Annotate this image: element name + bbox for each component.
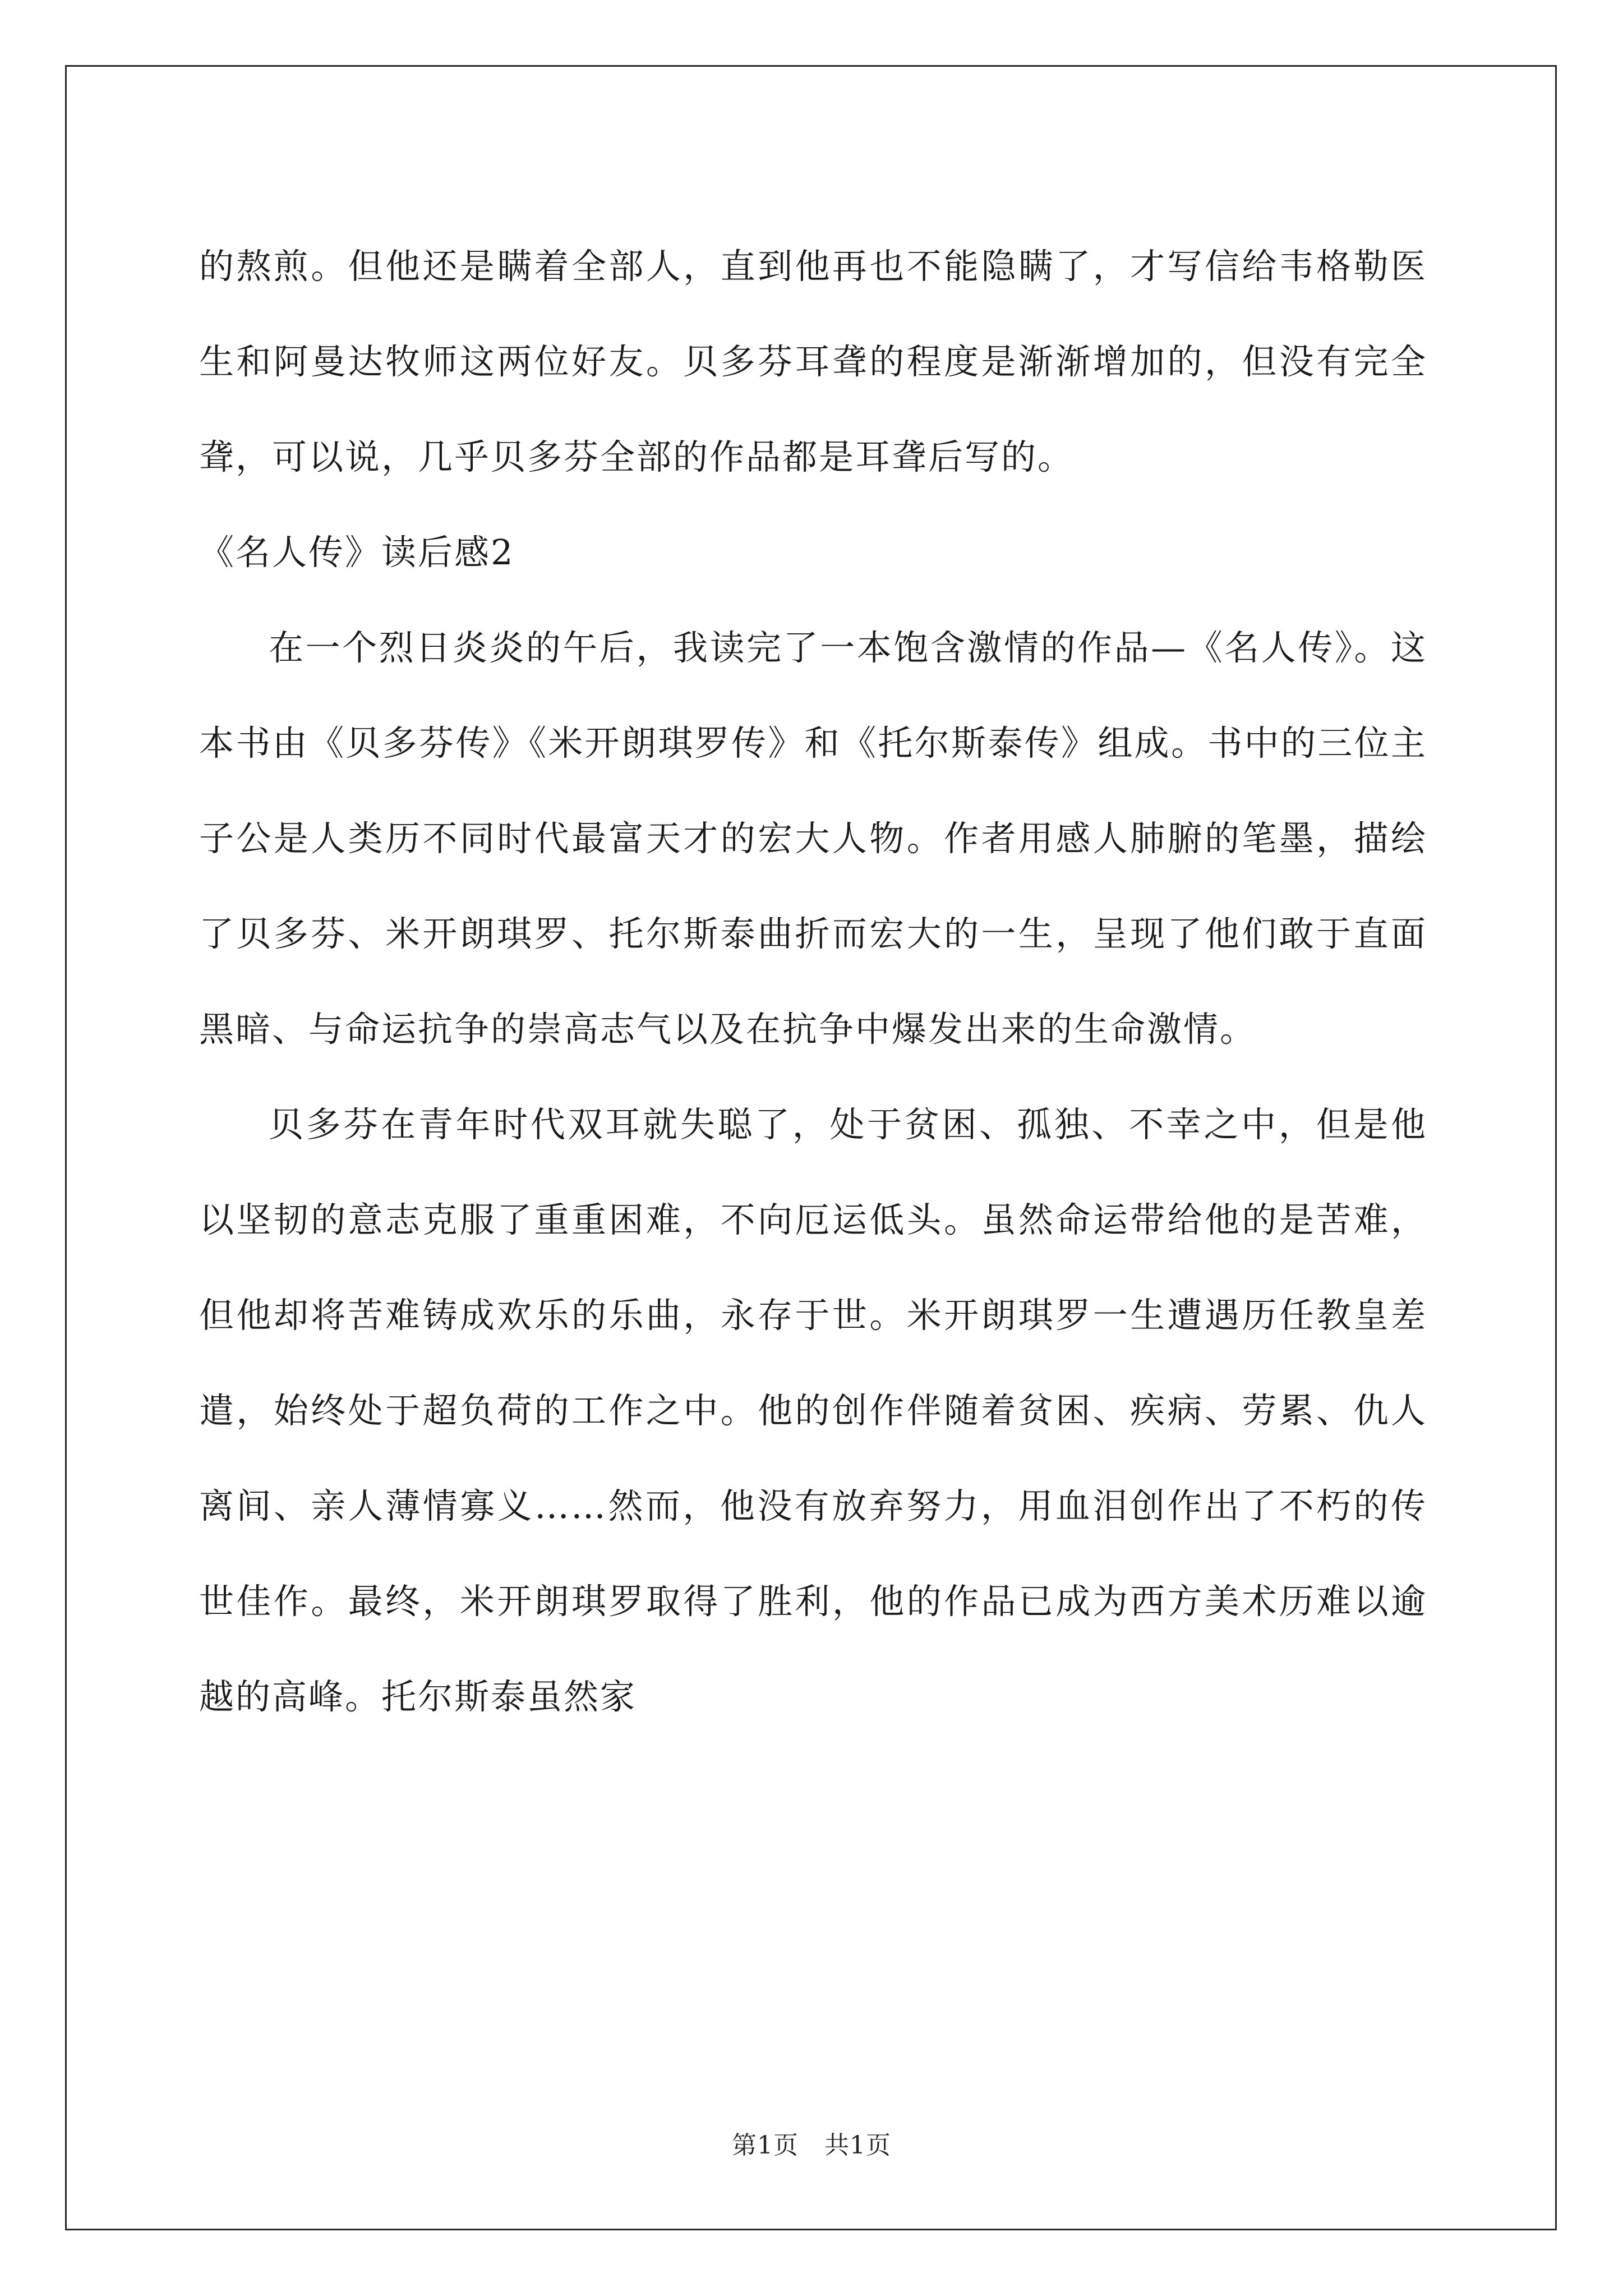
page-number-current: 第1页 bbox=[732, 2131, 799, 2160]
paragraph-continuation: 的熬煎。但他还是瞒着全部人，直到他再也不能隐瞒了，才写信给韦格勒医生和阿曼达牧师这两位好友。贝多芬耳聋的程度是渐渐增加的，但没有完全聋，可以说，几乎贝多芬全部的作品都是耳聋后写的。 bbox=[199, 246, 1427, 477]
page-number-total: 共1页 bbox=[824, 2131, 891, 2160]
section-heading: 《名人传》读后感2 bbox=[199, 532, 515, 573]
paragraph-body: 贝多芬在青年时代双耳就失聪了，处于贫困、孤独、不幸之中，但是他以坚韧的意志克服了重重困难，不向厄运低头。虽然命运带给他的是苦难，但他却将苦难铸成欢乐的乐曲，永存于世。米开朗琪罗一生遭遇历任教皇差遣，始终处于超负荷的工作之中。他的创作伴随着贫困、疾病、劳累、仇人离间、亲人薄情寡义……然而，他没有放弃努力，用血泪创作出了不朽的传世佳作。最终，米开朗琪罗取得了胜利，他的作品已成为西方美术历难以逾越的高峰。托尔斯泰虽然家 bbox=[199, 1104, 1427, 1717]
paragraph-intro: 在一个烈日炎炎的午后，我读完了一本饱含激情的作品—《名人传》。这本书由《贝多芬传》《米开朗琪罗传》和《托尔斯泰传》组成。书中的三位主子公是人类历不同时代最富天才的宏大人物。作者用感人肺腑的笔墨，描绘了贝多芬、米开朗琪罗、托尔斯泰曲折而宏大的一生，呈现了他们敢于直面黑暗、与命运抗争的崇高志气以及在抗争中爆发出来的生命激情。 bbox=[199, 627, 1427, 1050]
document-body bbox=[199, 219, 1427, 1745]
page-footer bbox=[0, 2129, 1623, 2162]
